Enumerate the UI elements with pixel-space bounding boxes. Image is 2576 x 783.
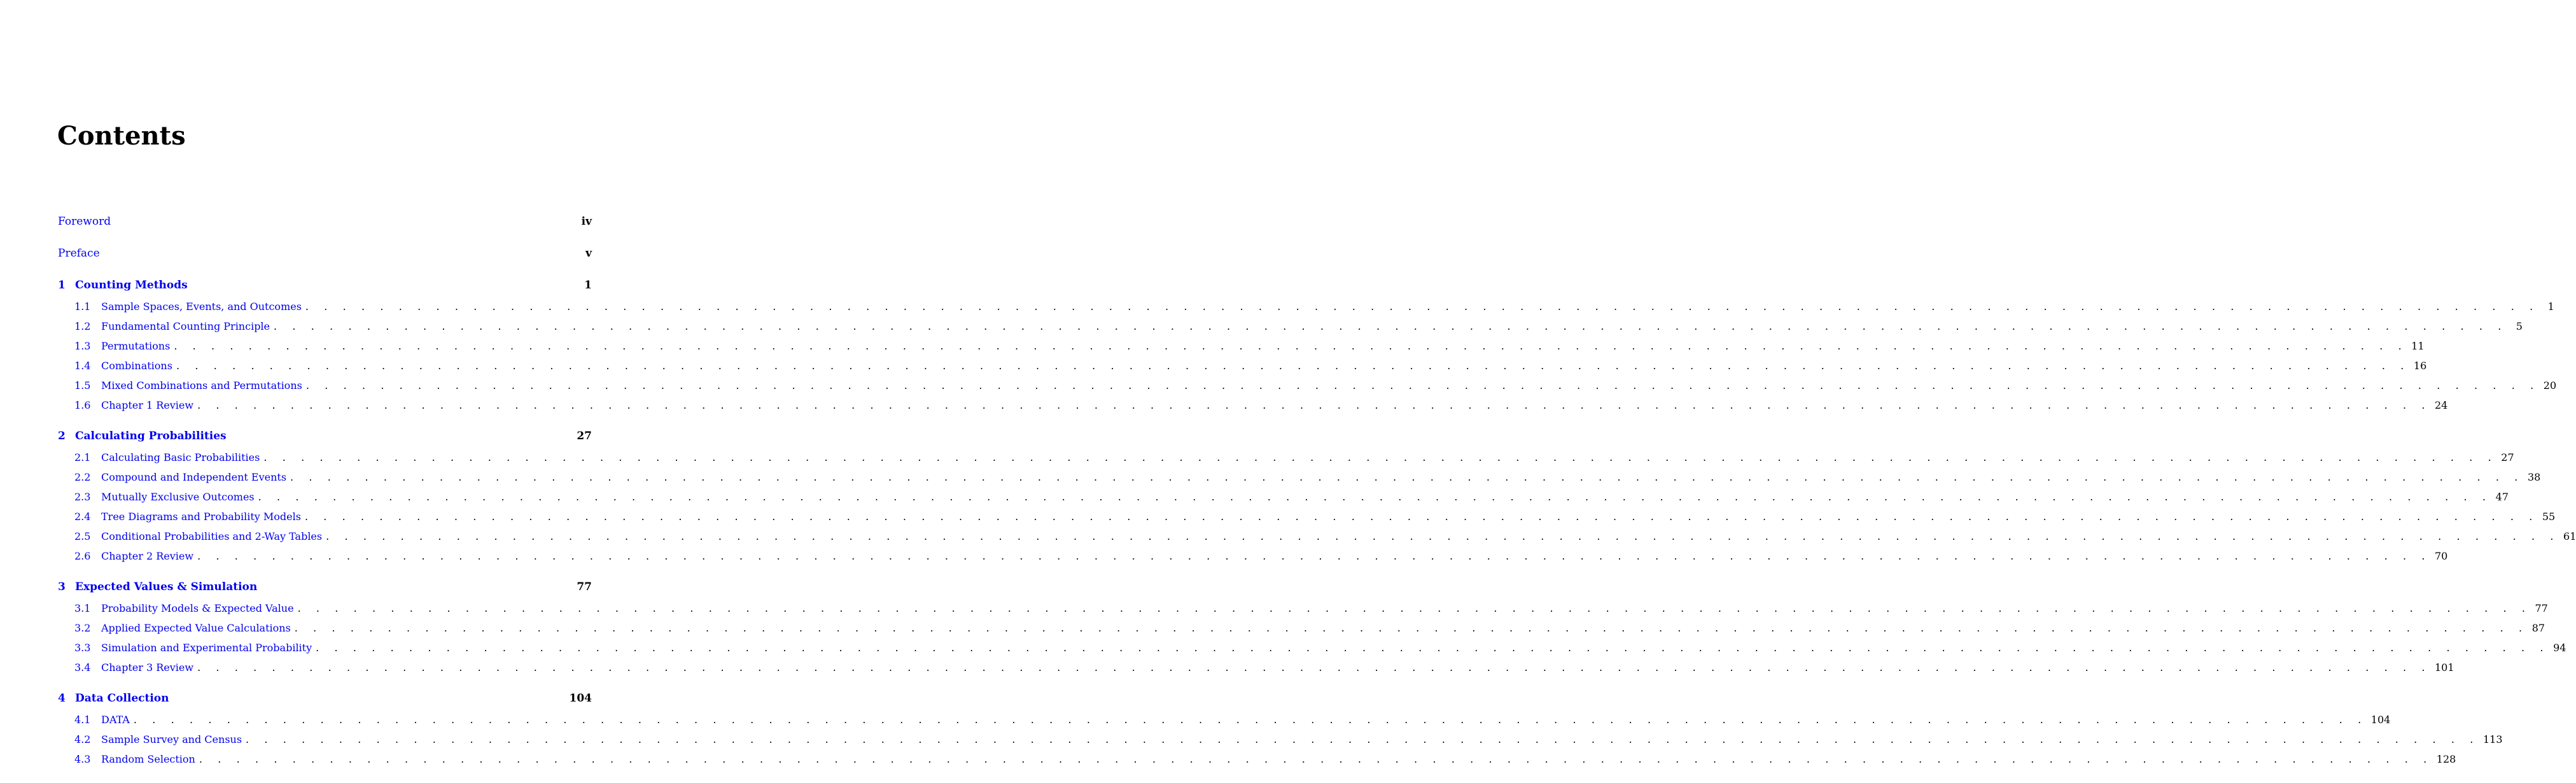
toc-section-entry[interactable] (58, 395, 2448, 415)
page-number: 101 (2435, 661, 2454, 674)
page-number: 77 (577, 581, 592, 593)
toc-entry-preface[interactable] (58, 245, 592, 262)
toc-section-entry[interactable] (58, 316, 2523, 336)
toc-section-entry[interactable] (58, 467, 2541, 487)
page-number: 94 (2553, 642, 2566, 654)
page-number: 61 (2563, 530, 2576, 542)
section-link[interactable]: Tree Diagrams and Probability Models (101, 511, 301, 523)
section-number: 1.6 (74, 399, 91, 411)
section-link[interactable]: DATA (101, 714, 130, 726)
dot-leader: . . . . . . . . . . . . . . . . . . . . . . . . . . . . . . . . . . . . . . . . . . . . . . . . . . . . . . . . . . . . . . . . . . . . . . . . . . . . . . . . . . . . . . . . . . . . . . . . . . . . . . . . . . . . . . . . . . . . . . . . (197, 399, 2431, 411)
dot-leader: . . . . . . . . . . . . . . . . . . . . . . . . . . . . . . . . . . . . . . . . . . . . . . . . . . . . . . . . . . . . . . . . . . . . . . . . . . . . . . . . . . . . . . . . . . . . . . . . . . . . . . . . . . . . . . . . . . . . . . . . (133, 714, 2367, 726)
dot-leader: . . . . . . . . . . . . . . . . . . . . . . . . . . . . . . . . . . . . . . . . . . . . . . . . . . . . . . . . . . . . . . . . . . . . . . . . . . . . . . . . . . . . . . . . . . . . . . . . . . . . . . . . . . . . . . . . . . . . . . . . (305, 379, 2540, 392)
section-number: 1.2 (74, 320, 91, 332)
chapter-number: 2 (58, 430, 66, 442)
section-number: 2.3 (74, 491, 91, 503)
chapter-list (58, 277, 2576, 769)
section-link[interactable]: Sample Spaces, Events, and Outcomes (101, 300, 302, 313)
section-number: 4.1 (74, 714, 91, 726)
toc-link-preface[interactable]: Preface (58, 247, 100, 260)
toc-chapter (58, 579, 2566, 677)
toc-entry-foreword[interactable] (58, 213, 592, 230)
dot-leader: . . . . . . . . . . . . . . . . . . . . . . . . . . . . . . . . . . . . . . . . . . . . . . . . . . . . . . . . . . . . . . . . . . . . . . . . . . . . . . . . . . . . . . . . . . . . . . . . . . . . . . . . . . . . . . . . . . . . . . . . (294, 622, 2528, 634)
toc-section-entry[interactable] (58, 526, 2576, 546)
page-number: 27 (2501, 451, 2514, 463)
section-number: 2.6 (74, 550, 91, 562)
toc-chapter (58, 428, 2576, 566)
chapter-link[interactable] (58, 579, 257, 595)
page-number: 77 (2535, 602, 2548, 614)
dot-leader: . . . . . . . . . . . . . . . . . . . . . . . . . . . . . . . . . . . . . . . . . . . . . . . . . . . . . . . . . . . . . . . . . . . . . . . . . . . . . . . . . . . . . . . . . . . . . . . . . . . . . . . . . . . . . . . . . . . . . . . . (290, 471, 2524, 483)
toc-chapter-heading[interactable] (58, 579, 592, 595)
toc-chapter-heading[interactable] (58, 690, 592, 707)
section-number: 1.4 (74, 360, 91, 372)
chapter-title: Counting Methods (75, 279, 188, 292)
page-number: 1 (584, 279, 592, 292)
toc-section-entry[interactable] (58, 749, 2456, 769)
dot-leader: . . . . . . . . . . . . . . . . . . . . . . . . . . . . . . . . . . . . . . . . . . . . . . . . . . . . . . . . . . . . . . . . . . . . . . . . . . . . . . . . . . . . . . . . . . . . . . . . . . . . . . . . . . . . . . . . . . . . . . . . (176, 360, 2410, 372)
section-link[interactable]: Applied Expected Value Calculations (101, 622, 291, 634)
toc-chapter (58, 690, 2503, 769)
toc-section-entry[interactable] (58, 710, 2391, 730)
dot-leader: . . . . . . . . . . . . . . . . . . . . . . . . . . . . . . . . . . . . . . . . . . . . . . . . . . . . . . . . . . . . . . . . . . . . . . . . . . . . . . . . . . . . . . . . . . . . . . . . . . . . . . . . . . . . . . . . . . . . . . . . (263, 451, 2498, 463)
section-link[interactable]: Calculating Basic Probabilities (101, 451, 260, 463)
page-number: 47 (2495, 491, 2509, 503)
section-link[interactable]: Chapter 1 Review (101, 399, 194, 411)
dot-leader: . . . . . . . . . . . . . . . . . . . . . . . . . . . . . . . . . . . . . . . . . . . . . . . . . . . . . . . . . . . . . . . . . . . . . . . . . . . . . . . . . . . . . . . . . . . . . . . . . . . . . . . . . . . . . . . . . . . . . . . . (258, 491, 2492, 503)
page-number: 24 (2435, 399, 2448, 411)
page-number: 70 (2435, 550, 2448, 562)
section-link[interactable]: Permutations (101, 340, 171, 352)
chapter-link[interactable] (58, 428, 227, 444)
section-number: 2.2 (74, 471, 91, 483)
section-number: 4.3 (74, 753, 91, 765)
page-number: 27 (577, 430, 592, 442)
page-number: 104 (2370, 714, 2391, 726)
dot-leader: . . . . . . . . . . . . . . . . . . . . . . . . . . . . . . . . . . . . . . . . . . . . . . . . . . . . . . . . . . . . . . . . . . . . . . . . . . . . . . . . . . . . . . . . . . . . . . . . . . . . . . . . . . . . . . . . . . . . . . . . (297, 602, 2531, 614)
page-number: 128 (2436, 753, 2456, 765)
section-number: 3.4 (74, 661, 91, 674)
dot-leader: . . . . . . . . . . . . . . . . . . . . . . . . . . . . . . . . . . . . . . . . . . . . . . . . . . . . . . . . . . . . . . . . . . . . . . . . . . . . . . . . . . . . . . . . . . . . . . . . . . . . . . . . . . . . . . . . . . . . . . . . (199, 753, 2433, 765)
page-number: 5 (2516, 320, 2523, 332)
section-link[interactable]: Compound and Independent Events (101, 471, 287, 483)
section-link[interactable]: Combinations (101, 360, 172, 372)
page-number: 20 (2543, 379, 2557, 392)
section-number: 3.2 (74, 622, 91, 634)
dot-leader: . . . . . . . . . . . . . . . . . . . . . . . . . . . . . . . . . . . . . . . . . . . . . . . . . . . . . . . . . . . . . . . . . . . . . . . . . . . . . . . . . . . . . . . . . . . . . . . . . . . . . . . . . . . . . . . . . . . . . . . . (246, 733, 2479, 745)
page-number: 11 (2411, 340, 2425, 352)
section-link[interactable]: Fundamental Counting Principle (101, 320, 270, 332)
section-link[interactable]: Sample Survey and Census (101, 733, 242, 745)
table-of-contents (58, 213, 2576, 782)
section-link[interactable]: Conditional Probabilities and 2-Way Tables (101, 530, 323, 542)
section-link[interactable]: Mixed Combinations and Permutations (101, 379, 302, 392)
toc-section-entry[interactable] (58, 658, 2454, 677)
section-link[interactable]: Random Selection (101, 753, 195, 765)
toc-chapter-heading[interactable] (58, 428, 592, 444)
toc-link-foreword[interactable]: Foreword (58, 215, 111, 228)
chapter-link[interactable] (58, 277, 188, 293)
section-link[interactable]: Probability Models & Expected Value (101, 602, 294, 614)
dot-leader: . . . . . . . . . . . . . . . . . . . . . . . . . . . . . . . . . . . . . . . . . . . . . . . . . . . . . . . . . . . . . . . . . . . . . . . . . . . . . . . . . . . . . . . . . . . . . . . . . . . . . . . . . . . . . . . . . . . . . . . . (197, 661, 2431, 674)
toc-chapter (58, 277, 2557, 415)
chapter-number: 3 (58, 581, 66, 593)
chapter-link[interactable] (58, 690, 169, 707)
section-number: 2.1 (74, 451, 91, 463)
section-link[interactable]: Mutually Exclusive Outcomes (101, 491, 255, 503)
dot-leader: . . . . . . . . . . . . . . . . . . . . . . . . . . . . . . . . . . . . . . . . . . . . . . . . . . . . . . . . . . . . . . . . . . . . . . . . . . . . . . . . . . . . . . . . . . . . . . . . . . . . . . . . . . . . . . . . . . . . . . . . (305, 300, 2539, 313)
page-number: 104 (569, 692, 592, 705)
toc-section-entry[interactable] (58, 638, 2566, 658)
chapter-title: Expected Values & Simulation (75, 581, 258, 593)
dot-leader: . . . . . . . . . . . . . . . . . . . . . . . . . . . . . . . . . . . . . . . . . . . . . . . . . . . . . . . . . . . . . . . . . . . . . . . . . . . . . . . . . . . . . . . . . . . . . . . . . . . . . . . . . . . . . . . . . . . . . . . . (197, 550, 2431, 562)
page-number: 38 (2527, 471, 2541, 483)
page-number: iv (581, 215, 592, 228)
dot-leader: . . . . . . . . . . . . . . . . . . . . . . . . . . . . . . . . . . . . . . . . . . . . . . . . . . . . . . . . . . . . . . . . . . . . . . . . . . . . . . . . . . . . . . . . . . . . . . . . . . . . . . . . . . . . . . . . . . . . . . . . (316, 642, 2550, 654)
section-number: 1.5 (74, 379, 91, 392)
toc-section-entry[interactable] (58, 730, 2503, 749)
section-number: 1.3 (74, 340, 91, 352)
chapter-title: Data Collection (75, 692, 169, 705)
chapter-number: 4 (58, 692, 66, 705)
dot-leader: . . . . . . . . . . . . . . . . . . . . . . . . . . . . . . . . . . . . . . . . . . . . . . . . . . . . . . . . . . . . . . . . . . . . . . . . . . . . . . . . . . . . . . . . . . . . . . . . . . . . . . . . . . . . . . . . . . . . . . . . (326, 530, 2560, 542)
chapter-number: 1 (58, 279, 66, 292)
toc-chapter-heading[interactable] (58, 277, 592, 293)
toc-section-entry[interactable] (58, 507, 2556, 526)
section-number: 3.1 (74, 602, 91, 614)
toc-section-entry[interactable] (58, 598, 2548, 618)
page-number: 55 (2542, 511, 2556, 523)
page-number: 87 (2531, 622, 2545, 634)
page-number: 113 (2482, 733, 2503, 745)
toc-section-entry[interactable] (58, 297, 2554, 316)
dot-leader: . . . . . . . . . . . . . . . . . . . . . . . . . . . . . . . . . . . . . . . . . . . . . . . . . . . . . . . . . . . . . . . . . . . . . . . . . . . . . . . . . . . . . . . . . . . . . . . . . . . . . . . . . . . . . . . . . . . . . . . . (274, 320, 2507, 332)
section-number: 2.4 (74, 511, 91, 523)
toc-section-entry[interactable] (58, 448, 2514, 467)
section-link[interactable]: Chapter 3 Review (101, 661, 194, 674)
section-number: 4.2 (74, 733, 91, 745)
toc-section-entry[interactable] (58, 336, 2425, 356)
chapter-title: Calculating Probabilities (75, 430, 227, 442)
toc-section-entry[interactable] (58, 376, 2557, 395)
toc-section-entry[interactable] (58, 487, 2509, 507)
section-link[interactable]: Simulation and Experimental Probability (101, 642, 312, 654)
section-link[interactable]: Chapter 2 Review (101, 550, 194, 562)
section-number: 1.1 (74, 300, 91, 313)
page-number: 1 (2547, 300, 2554, 313)
toc-section-entry[interactable] (58, 618, 2545, 638)
toc-section-entry[interactable] (58, 546, 2448, 566)
page-title: Contents (57, 121, 186, 151)
page-number: 16 (2413, 360, 2427, 372)
section-number: 3.3 (74, 642, 91, 654)
page-number: v (585, 247, 592, 260)
section-number: 2.5 (74, 530, 91, 542)
toc-section-entry[interactable] (58, 356, 2427, 376)
dot-leader: . . . . . . . . . . . . . . . . . . . . . . . . . . . . . . . . . . . . . . . . . . . . . . . . . . . . . . . . . . . . . . . . . . . . . . . . . . . . . . . . . . . . . . . . . . . . . . . . . . . . . . . . . . . . . . . . . . . . . . . . (174, 340, 2408, 352)
dot-leader: . . . . . . . . . . . . . . . . . . . . . . . . . . . . . . . . . . . . . . . . . . . . . . . . . . . . . . . . . . . . . . . . . . . . . . . . . . . . . . . . . . . . . . . . . . . . . . . . . . . . . . . . . . . . . . . . . . . . . . . . (304, 511, 2538, 523)
